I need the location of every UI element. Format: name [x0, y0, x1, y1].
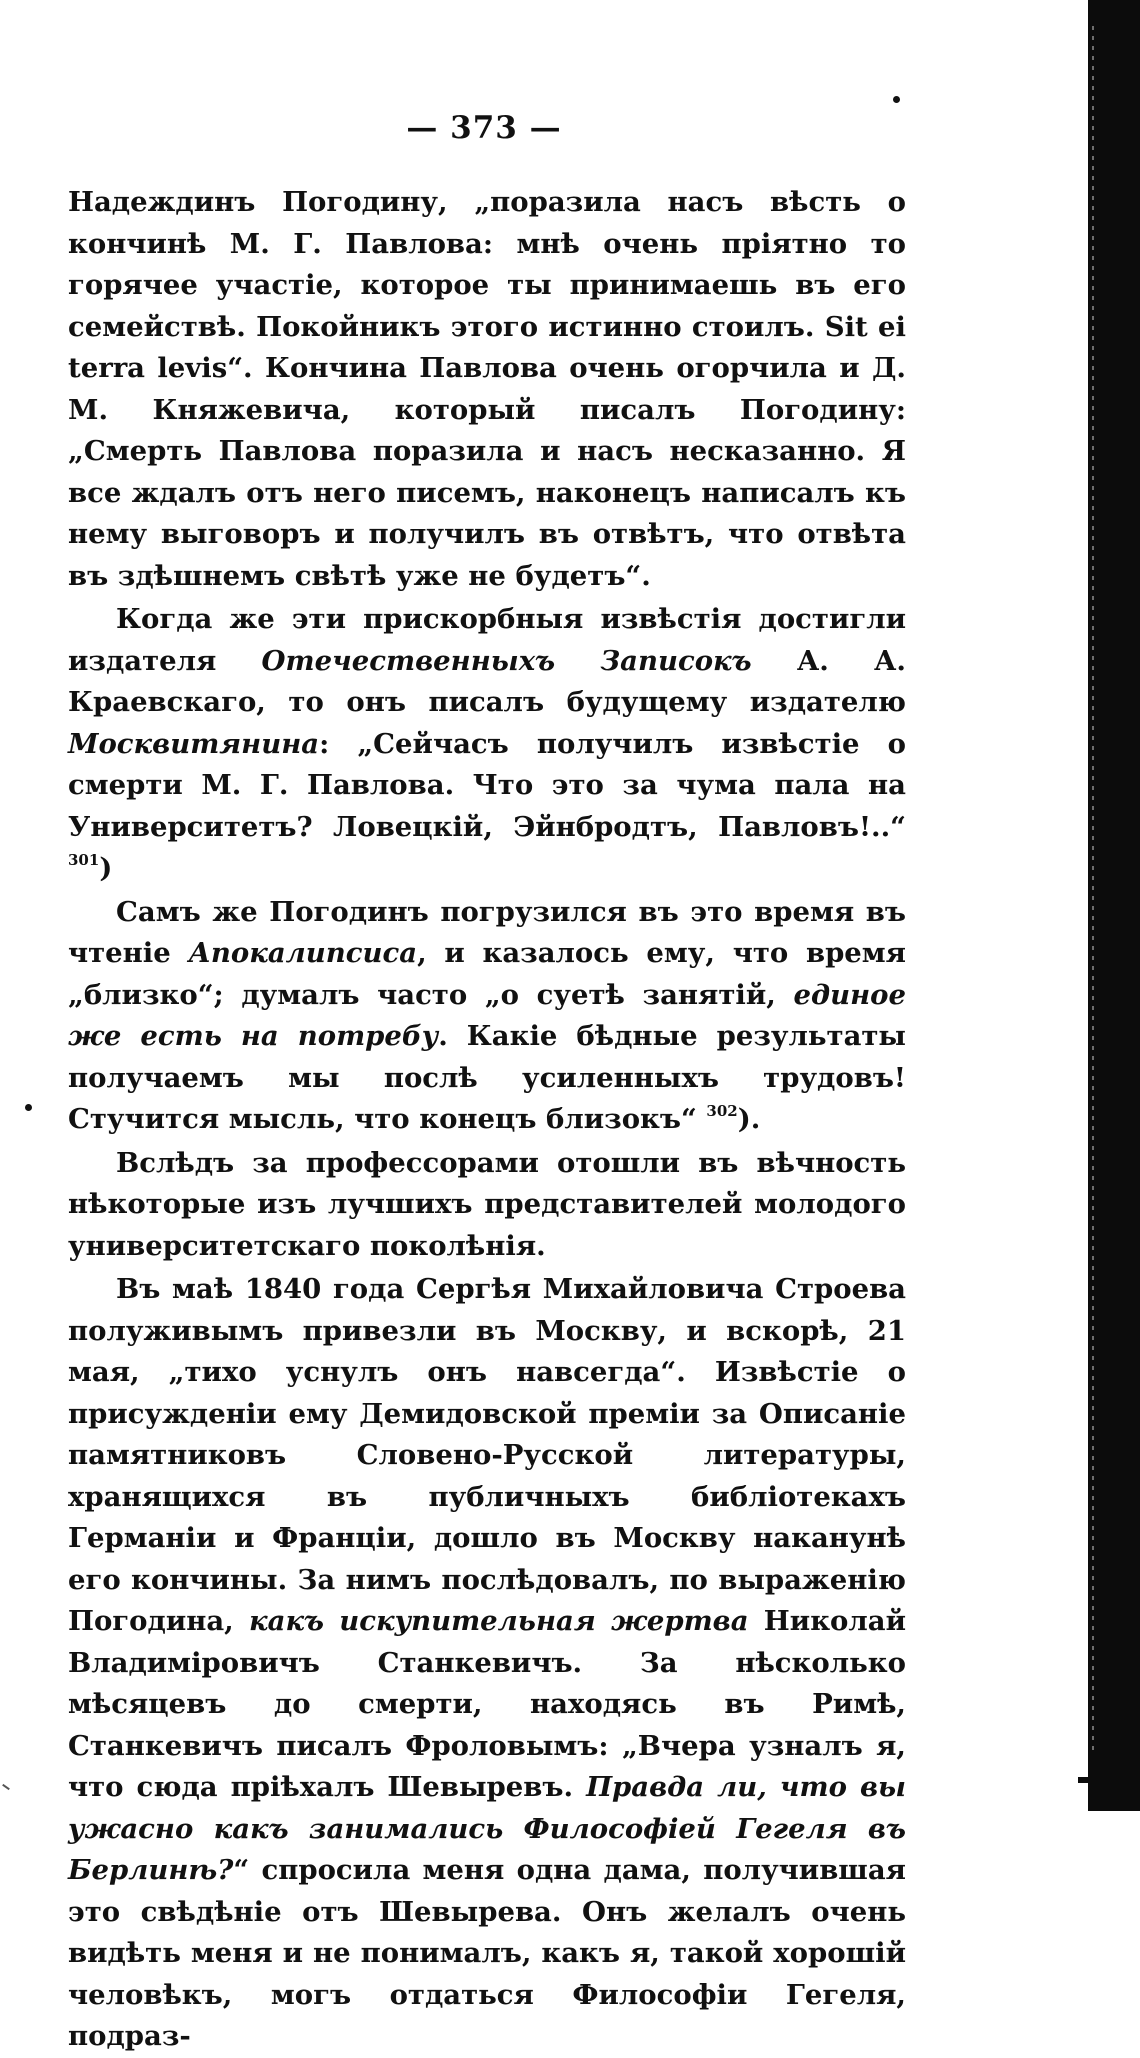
scan-speck [2, 1784, 10, 1790]
paragraph [68, 892, 906, 1141]
paragraph [68, 1269, 906, 2058]
text-run: Николай Владиміровичъ Станкевичъ. За нѣсколько мѣсяцевъ до смерти, находясь въ Римѣ, Станкевичъ писалъ Фроловымъ: „Вчера узналъ я, что сюда пріѣхалъ Шевыревъ. [68, 1605, 906, 1803]
scan-speck [25, 1104, 32, 1111]
text-run: А. А. Краевскаго, то онъ писалъ будущему издателю [68, 644, 906, 718]
paragraph [68, 599, 906, 890]
footnote-ref: 302 [706, 1102, 738, 1120]
scan-speck [893, 96, 900, 103]
italic-text: Апокалипсиса [188, 937, 418, 969]
text-run: , и казалось ему, что время „близко“; думалъ часто „о суетѣ занятій, [68, 937, 906, 1011]
text-run: . Какіе бѣдные результаты получаемъ мы послѣ усиленныхъ трудовъ! Стучится мысль, что конецъ близокъ“ [68, 1020, 906, 1135]
text-run: “ спросила меня одна дама, получившая это свѣдѣніе отъ Шевырева. Онъ желалъ очень видѣть меня и не понималъ, какъ я, такой хорошій человѣкъ, могъ отдаться Философіи Гегеля, подраз- [68, 1854, 906, 2052]
text-run: Вслѣдъ за профессорами отошли въ вѣчность нѣкоторые изъ лучшихъ представителей молодого университетскаго поколѣнія. [68, 1146, 906, 1262]
text-run: Когда же эти прискорбныя извѣстія достигли издателя [68, 603, 906, 677]
scan-edge-shadow [1088, 0, 1140, 1811]
footnote-ref: 301 [68, 851, 100, 869]
text-run: Самъ же Погодинъ погрузился въ это время въ чтеніе [68, 895, 906, 969]
text-run: Надеждинъ Погодину, „поразила насъ вѣсть о кончинѣ М. Г. Павлова: мнѣ очень пріятно то горячее участіе, которое ты принимаешь въ его семействѣ. Покойникъ этого истинно стоилъ. Sit ei terra levis“. Кончина Павлова очень огорчила и Д. М. Княжевича, который писалъ Погодину: „Смерть Павлова поразила и насъ несказанно. Я все ждалъ отъ него писемъ, наконецъ написалъ къ нему выговоръ и получилъ въ отвѣтъ, что отвѣта въ здѣшнемъ свѣтѣ уже не будетъ“. [68, 186, 906, 592]
paragraph [68, 1143, 906, 1268]
text-run: ). [737, 1103, 761, 1135]
italic-text: Москвитянина [68, 727, 320, 760]
text-run: : „Сейчасъ получилъ извѣстіе о смерти М. Г. Павлова. Что это за чума пала на Университетъ? Ловецкій, Эйнбродтъ, Павловъ!..“ [68, 727, 906, 843]
paragraph [68, 182, 906, 597]
italic-text: какъ искупительная жертва [249, 1605, 749, 1637]
italic-text: Правда ли, что вы ужасно какъ занимались Философіей Гегеля въ Берлинѣ? [68, 1771, 907, 1886]
italic-text: единое же есть на потребу [68, 978, 906, 1052]
italic-text: Отечественныхъ Записокъ [261, 644, 752, 677]
body-text [68, 182, 906, 2058]
page-number: — 373 — [406, 110, 562, 146]
text-run: Въ маѣ 1840 года Сергѣя Михайловича Строева полуживымъ привезли въ Москву, и вскорѣ, 21 мая, „тихо уснулъ онъ навсегда“. Извѣстіе о присужденіи ему Демидовской преміи за Описаніе памятниковъ Словено-Русской литературы, хранящихся въ публичныхъ библіотекахъ Германіи и Франціи, дошло въ Москву наканунѣ его кончины. За нимъ послѣдовалъ, по выраженію Погодина, [68, 1273, 906, 1637]
text-run: ) [99, 852, 113, 884]
